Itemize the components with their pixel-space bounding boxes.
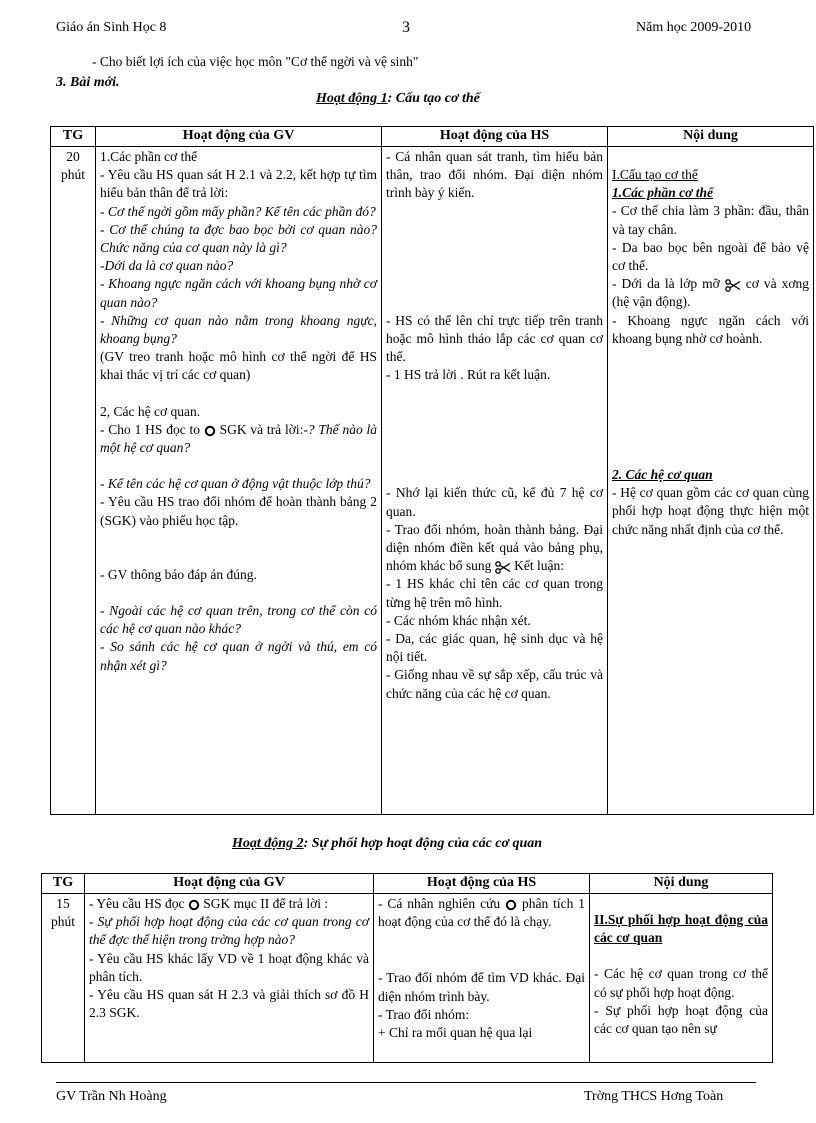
gv-line: - GV thông báo đáp án đúng. [100, 566, 257, 582]
gv-question: - Kể tên các hệ cơ quan ở động vật thuộc lớp thú? [100, 476, 371, 492]
header-subject: Giáo án Sinh Học 8 [56, 20, 167, 35]
time-unit: phút [50, 914, 75, 930]
hs-line: - HS có thể lên chỉ trực tiếp trên tranh hoặc mô hình tháo lắp các cơ quan cơ thể. [386, 312, 603, 365]
hs-line: - Giống nhau về sự sắp xếp, cấu trúc và chức năng của các hệ cơ quan. [386, 667, 603, 701]
footer-school: Trờng THCS Hơng Toàn [584, 1089, 724, 1104]
hs-line: - Cá nhân quan sát tranh, tìm hiểu bản thân, trao đổi nhóm. Đại diện nhóm trình bày ý kiến. [386, 149, 603, 201]
activity1-text: : Cấu tạo cơ thể [387, 91, 480, 106]
hs-text: - Trao đổi nhóm, hoàn thành bảng. Đại diện nhóm điền kết quả vào bảng phụ, nhóm khác bổ sung [386, 521, 603, 574]
table-header-row [42, 874, 773, 894]
hs-line: + Chỉ ra mối quan hệ qua lại [378, 1025, 533, 1041]
nd-text: - Dới da là lớp mỡ [612, 276, 720, 292]
gv-line: 2, Các hệ cơ quan. [100, 403, 201, 419]
content-heading: I.Cấu tạo cơ thể [612, 167, 698, 182]
hs-line: - 1 HS trả lời . Rút ra kết luận. [386, 367, 551, 383]
gv-line: 1.Các phần cơ thể [100, 149, 198, 164]
scissors-icon [725, 279, 741, 292]
gv-line [100, 421, 377, 457]
hs-line: - Nhớ lại kiến thức cũ, kể đủ 7 hệ cơ quan. [386, 485, 603, 519]
nd-line: - Các hệ cơ quan trong cơ thể có sự phối hợp hoạt động. [594, 966, 768, 1000]
circle-icon [188, 899, 200, 911]
nd-text: cơ và xơng (hệ vận động). [612, 276, 810, 310]
nd-line: - Hệ cơ quan gồm các cơ quan cùng phối hợp hoạt động thực hiện một chức năng nhất định của cơ thể. [612, 485, 809, 537]
activity2-text: : Sự phối hợp hoạt động của các cơ quan [303, 836, 543, 851]
header-school-year: Năm học 2009-2010 [636, 20, 752, 35]
hs-text: - Cá nhân nghiên cứu [378, 896, 501, 911]
activity1-title [316, 91, 480, 107]
col-header-nd: Nội dung [590, 874, 773, 894]
col-header-gv: Hoạt động của GV [96, 127, 382, 147]
content-cell [608, 147, 814, 815]
circle-icon [505, 899, 517, 911]
gv-text: - Yêu cầu HS đọc [89, 896, 185, 911]
footer-divider [56, 1082, 756, 1083]
circle-icon [204, 425, 216, 437]
activity2-title [232, 836, 542, 852]
teacher-activity-cell [85, 894, 374, 1063]
student-activity-cell [382, 147, 608, 815]
activity2-table [41, 873, 773, 1063]
activity2-label: Hoạt động 2 [232, 836, 304, 851]
col-header-nd: Nội dung [608, 127, 814, 147]
gv-line: (GV treo tranh hoặc mô hình cơ thể ngời để HS khai thác vị trí các cơ quan) [100, 349, 377, 383]
hs-line [386, 521, 603, 576]
hs-line: - Trao đổi nhóm: [378, 1006, 470, 1022]
gv-question: - Cơ thể ngời gồm mấy phần? Kể tên các phần đó? [100, 203, 376, 219]
hs-line: - Trao đổi nhóm để tìm VD khác. Đại diện nhóm trình bày. [378, 970, 585, 1004]
hs-line: - Các nhóm khác nhận xét. [386, 612, 531, 628]
gv-line: - Yêu cầu HS quan sát H 2.3 và giải thích sơ đồ H 2.3 SGK. [89, 987, 369, 1021]
intro-line: - Cho biết lợi ích của việc học môn "Cơ thể ngời và vệ sinh" [92, 54, 419, 69]
time-unit: phút [60, 167, 85, 183]
time-cell [51, 147, 96, 815]
hs-line [378, 895, 585, 931]
page-number: 3 [402, 19, 410, 36]
table-row [42, 894, 773, 1063]
col-header-hs: Hoạt động của HS [374, 874, 590, 894]
content-heading: II.Sự phối hợp hoạt động của các cơ quan [594, 912, 768, 946]
gv-question: - Ngoài các hệ cơ quan trên, trong cơ thể còn có các hệ cơ quan nào khác? [100, 603, 377, 637]
gv-text: SGK mục II để trả lời : [203, 896, 329, 911]
gv-question: - So sánh các hệ cơ quan ở ngời và thú, em có nhận xét gì? [100, 639, 377, 673]
col-header-tg: TG [42, 874, 85, 894]
hs-line: - Da, các giác quan, hệ sinh dục và hệ nội tiết. [386, 631, 603, 665]
student-activity-cell [374, 894, 590, 1063]
gv-question: - Những cơ quan nào nằm trong khoang ngực, khoang bụng? [100, 312, 377, 347]
time-cell [42, 894, 85, 1063]
scissors-icon [495, 561, 511, 574]
gv-question: -Dới da là cơ quan nào? [100, 258, 234, 274]
nd-line: - Sự phối hợp hoạt động của các cơ quan tạo nên sự [594, 1002, 768, 1037]
col-header-gv: Hoạt động của GV [85, 874, 374, 894]
gv-line [89, 895, 369, 913]
gv-line: - Yêu cầu HS trao đổi nhóm để hoàn thành bảng 2 (SGK) vào phiếu học tập. [100, 494, 377, 528]
gv-text: - Cho 1 HS đọc to [100, 421, 200, 437]
gv-question: - Khoang ngực ngăn cách với khoang bụng nhờ cơ quan nào? [100, 276, 377, 310]
footer-teacher: GV Trần Nh Hoàng [56, 1089, 167, 1104]
nd-line: - Da bao bọc bên ngoài để bảo vệ cơ thể. [612, 239, 809, 274]
nd-line: - Khoang ngực ngăn cách với khoang bụng nhờ cơ hoành. [612, 312, 809, 346]
content-subheading: 2. Các hệ cơ quan [612, 467, 713, 483]
nd-line [612, 275, 809, 311]
table-row [51, 147, 814, 815]
hs-text: Kết luận: [514, 558, 564, 574]
gv-question: - Cơ thể chúng ta đợc bao bọc bởi cơ quan nào? Chức năng của cơ quan này là gì? [100, 221, 377, 256]
time-value: 20 [66, 149, 80, 164]
gv-question: ? Thế nào là một hệ cơ quan? [100, 421, 377, 456]
content-subheading: 1.Các phần cơ thể [612, 185, 713, 201]
gv-question: - Sự phối hợp hoạt động của các cơ quan trong cơ thể đợc thể hiện trong trờng hợp nào? [89, 914, 369, 948]
teacher-activity-cell [96, 147, 382, 815]
hs-text: phân tích 1 hoạt động của cơ thể đó là chạy. [378, 896, 585, 930]
activity1-label: Hoạt động 1 [316, 91, 388, 106]
table-header-row [51, 127, 814, 147]
col-header-hs: Hoạt động của HS [382, 127, 608, 147]
activity1-table [50, 126, 814, 815]
time-value: 15 [56, 896, 70, 911]
gv-line: - Yêu cầu HS khác lấy VD về 1 hoạt động khác và phân tích. [89, 950, 369, 984]
content-cell [590, 894, 773, 1063]
hs-line: - 1 HS khác chỉ tên các cơ quan trong từng hệ trên mô hình. [386, 576, 603, 610]
gv-line: - Yêu cầu HS quan sát H 2.1 và 2.2, kết hợp tự tìm hiểu bản thân để trả lời: [100, 167, 377, 201]
nd-line: - Cơ thể chia làm 3 phần: đầu, thân và tay chân. [612, 203, 809, 237]
section-heading: 3. Bài mới. [56, 75, 120, 90]
col-header-tg: TG [51, 127, 96, 147]
gv-text: SGK và trả lời:- [219, 421, 308, 437]
